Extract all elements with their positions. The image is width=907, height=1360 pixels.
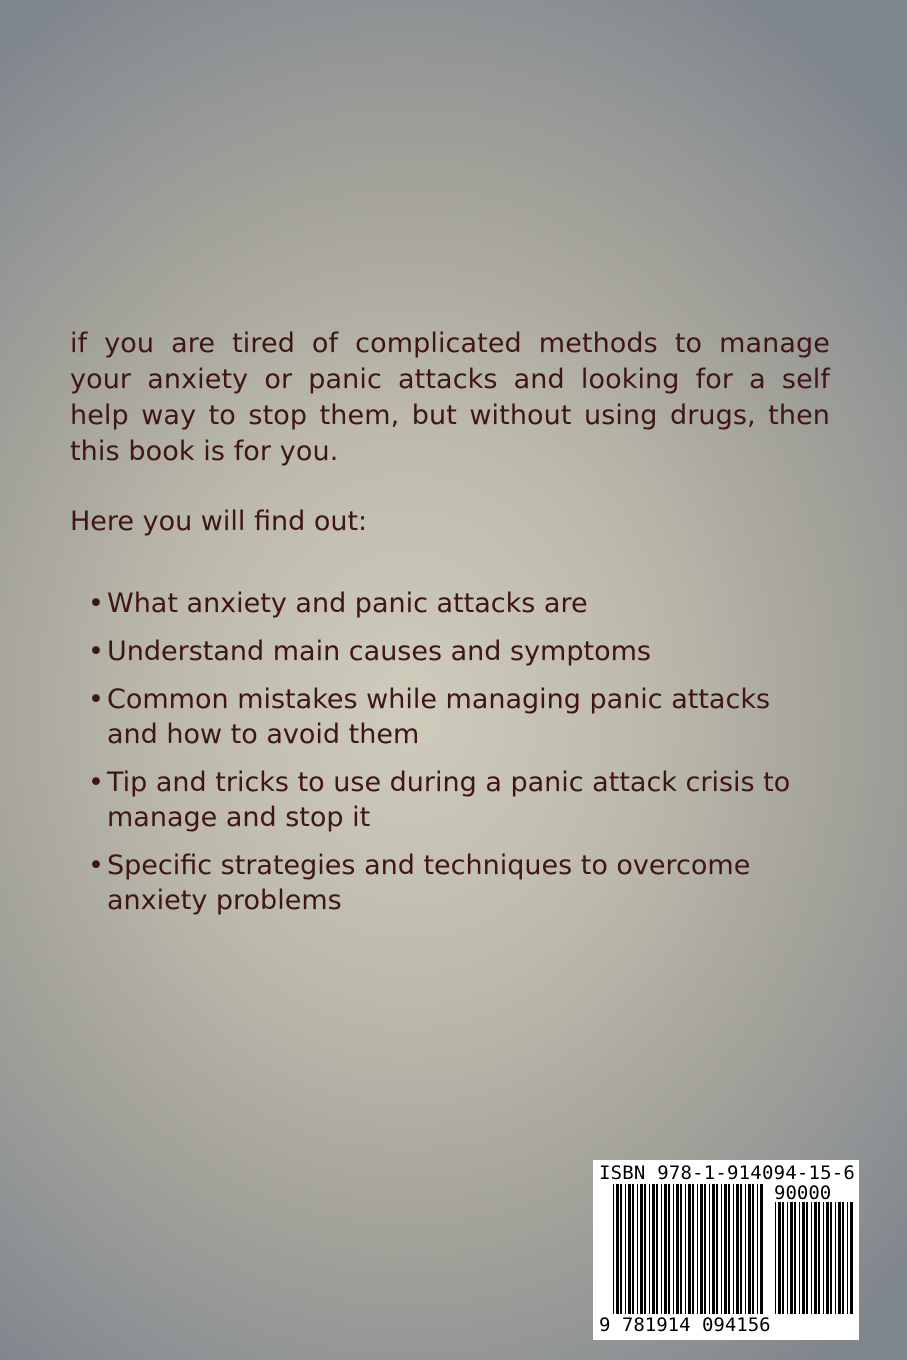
barcode-bar [826,1202,829,1314]
barcode-bar [620,1184,622,1314]
list-item-text: Tip and tricks to use during a panic attack crisis to manage and stop it [107,767,791,833]
list-item-text: Common mistakes while managing panic attacks and how to avoid them [107,684,771,750]
barcode-bar [640,1184,643,1314]
barcode-bar [685,1184,686,1314]
barcode-bar [728,1184,730,1314]
barcode-bar [802,1202,805,1314]
isbn-barcode [593,1160,859,1340]
list-item [88,682,828,752]
barcode-bar [811,1202,812,1314]
list-item-text: Specific strategies and techniques to overcome anxiety problems [107,850,751,916]
barcode-bar [692,1184,694,1314]
bullet-icon: • [88,767,104,798]
bullet-icon: • [88,588,104,619]
feature-list [88,586,828,931]
barcode-bar [787,1202,788,1314]
barcode-bar [778,1202,781,1314]
barcode-bar [760,1184,763,1314]
barcode-bar [625,1184,626,1314]
barcode-bar [823,1202,824,1314]
barcode-bar [628,1184,631,1314]
barcode-bar [838,1202,841,1314]
barcode-bar [709,1184,710,1314]
barcode-bar [661,1184,662,1314]
bullet-icon: • [88,850,104,881]
list-item-text: What anxiety and panic attacks are [107,588,588,619]
list-item [88,586,828,621]
barcode-bar [748,1184,751,1314]
barcode-bar [656,1184,658,1314]
barcode-bar [790,1202,793,1314]
barcode-bar [673,1184,674,1314]
barcode-bar [794,1202,796,1314]
barcode-bar [782,1202,784,1314]
barcode-bar [697,1184,698,1314]
barcode-bar [668,1184,670,1314]
barcode-bar [806,1202,808,1314]
list-lead-text: Here you will find out: [70,506,368,537]
barcode-bar [721,1184,722,1314]
barcode-bar [740,1184,742,1314]
list-item [88,848,828,918]
barcode-bar [752,1184,754,1314]
ean-digits: 9 781914 094156 [599,1314,771,1336]
barcode-bar [814,1202,817,1314]
barcode-bar [688,1184,691,1314]
barcode-bar [680,1184,682,1314]
barcode-bar [704,1184,706,1314]
barcode-bar [736,1184,739,1314]
isbn-label: ISBN 978-1-914094-15-6 [599,1162,856,1184]
barcode-bar [716,1184,718,1314]
barcode-bar [745,1184,746,1314]
barcode-bar [850,1202,853,1314]
barcode-bar [649,1184,650,1314]
barcode-bar [757,1184,758,1314]
barcode-bar [644,1184,646,1314]
list-item-text: Understand main causes and symptoms [107,636,651,667]
bullet-icon: • [88,684,104,715]
barcode-bar [632,1184,634,1314]
intro-paragraph: if you are tired of complicated methods to manage your anxiety or panic attacks and looking for a self help way to stop them, but without using drugs, then this book is for you. [70,328,830,467]
price-code: 90000 [774,1182,832,1204]
barcode-bar [818,1202,820,1314]
barcode-bar [613,1184,614,1314]
barcode-bar [664,1184,667,1314]
barcode-bar [775,1202,776,1314]
barcode-bar [835,1202,836,1314]
barcode-bar [724,1184,727,1314]
barcode-bar [733,1184,734,1314]
bullet-icon: • [88,636,104,667]
barcode-bar [652,1184,655,1314]
barcode-bar [830,1202,832,1314]
barcode-bar [842,1202,844,1314]
barcode-bar [616,1184,619,1314]
barcode-bar [676,1184,679,1314]
list-item [88,765,828,835]
barcode-bar [799,1202,800,1314]
barcode-bar [712,1184,715,1314]
barcode-bar [847,1202,848,1314]
list-item [88,634,828,669]
barcode-bar [637,1184,638,1314]
barcode-bar [700,1184,703,1314]
